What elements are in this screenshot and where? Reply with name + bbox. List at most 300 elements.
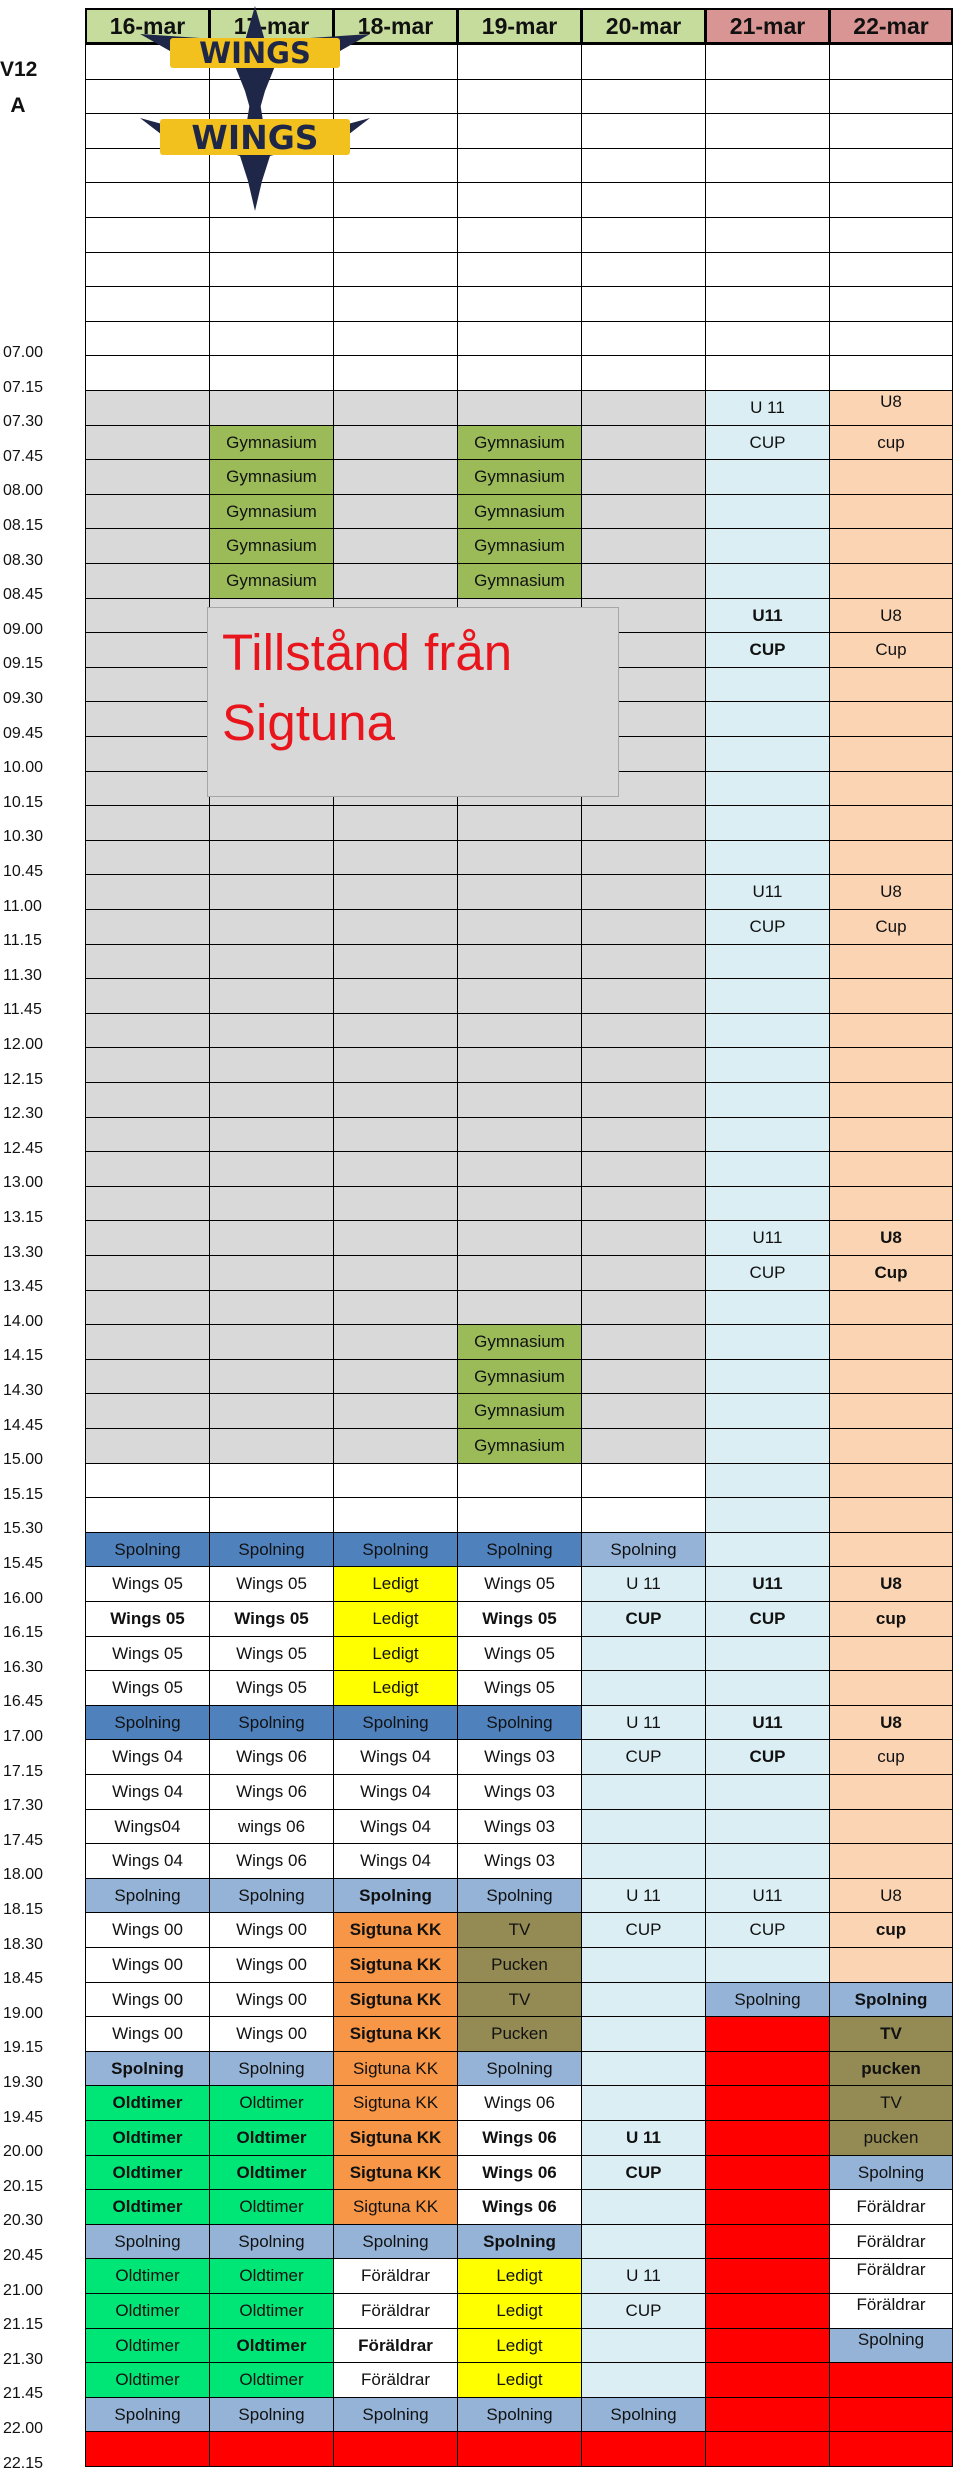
time-label: 17.30 xyxy=(3,1797,44,1815)
schedule-cell-empty xyxy=(333,2431,458,2467)
schedule-cell: Wings 04 xyxy=(333,1739,458,1775)
schedule-cell: TV xyxy=(829,2085,953,2121)
schedule-cell: Spolning xyxy=(457,2224,582,2259)
schedule-cell: Wings 00 xyxy=(85,2016,210,2052)
schedule-cell-empty xyxy=(829,1636,953,1671)
schedule-cell-empty xyxy=(705,563,830,599)
schedule-cell: Sigtuna KK xyxy=(333,1982,458,2017)
schedule-cell: Gymnasium xyxy=(457,1359,582,1394)
schedule-cell-empty xyxy=(85,598,210,633)
schedule-cell-empty xyxy=(581,252,706,287)
schedule-cell-empty xyxy=(581,390,706,426)
schedule-cell-empty xyxy=(829,252,953,287)
schedule-cell: Wings 00 xyxy=(85,1912,210,1948)
schedule-cell: U11 xyxy=(705,1220,830,1256)
schedule-cell: Ledigt xyxy=(457,2258,582,2294)
schedule-cell: Spolning xyxy=(457,1532,582,1567)
schedule-cell-empty xyxy=(581,2328,706,2363)
schedule-cell-empty xyxy=(705,1947,830,1983)
schedule-cell-empty xyxy=(829,701,953,737)
schedule-cell: U 11 xyxy=(705,390,830,426)
schedule-cell-empty xyxy=(581,944,706,979)
schedule-cell-empty xyxy=(705,840,830,875)
schedule-cell-empty xyxy=(581,1670,706,1706)
schedule-cell-empty xyxy=(581,840,706,875)
time-label: 21.15 xyxy=(3,2316,44,2334)
wings-logo xyxy=(140,6,370,216)
schedule-cell-empty xyxy=(705,1809,830,1844)
schedule-cell-empty xyxy=(85,321,210,356)
schedule-cell: U8 xyxy=(829,390,953,426)
schedule-cell-empty xyxy=(333,1047,458,1083)
schedule-cell: Wings 06 xyxy=(209,1774,334,1810)
schedule-cell: U8 xyxy=(829,1566,953,1602)
schedule-cell: Wings 06 xyxy=(457,2085,582,2121)
schedule-cell: Wings 04 xyxy=(85,1739,210,1775)
schedule-cell-empty xyxy=(85,909,210,945)
schedule-cell: Sigtuna KK xyxy=(333,2016,458,2052)
schedule-cell: U8 xyxy=(829,598,953,633)
schedule-cell-empty xyxy=(209,1463,334,1498)
schedule-cell: Spolning xyxy=(581,2397,706,2432)
schedule-cell-empty xyxy=(85,805,210,841)
schedule-cell: pucken xyxy=(829,2120,953,2156)
schedule-cell: Wings 03 xyxy=(457,1774,582,1810)
schedule-cell-empty xyxy=(333,321,458,356)
time-label: 15.30 xyxy=(3,1520,44,1538)
schedule-cell-empty xyxy=(85,1255,210,1291)
time-label: 22.00 xyxy=(3,2419,44,2437)
schedule-cell: Wings 06 xyxy=(457,2155,582,2190)
schedule-cell: CUP xyxy=(581,1739,706,1775)
schedule-cell: Spolning xyxy=(581,1532,706,1567)
schedule-cell-empty xyxy=(85,1497,210,1533)
schedule-cell: U8 xyxy=(829,874,953,910)
schedule-cell: CUP xyxy=(705,425,830,460)
schedule-cell-empty xyxy=(581,2431,706,2467)
schedule-cell-empty xyxy=(829,2431,953,2467)
schedule-cell: Gymnasium xyxy=(457,528,582,564)
schedule-cell: CUP xyxy=(705,1912,830,1948)
schedule-cell-empty xyxy=(209,286,334,322)
schedule-cell-empty xyxy=(705,2155,830,2190)
schedule-cell-empty xyxy=(581,1809,706,1844)
schedule-cell: Spolning xyxy=(457,2051,582,2086)
time-label: 13.00 xyxy=(3,1174,44,1192)
schedule-cell-empty xyxy=(829,840,953,875)
schedule-cell-empty xyxy=(581,1947,706,1983)
time-label: 21.45 xyxy=(3,2385,44,2403)
schedule-cell-empty xyxy=(581,1636,706,1671)
schedule-cell-empty xyxy=(581,44,706,80)
schedule-cell: Oldtimer xyxy=(209,2155,334,2190)
day-header: 19-mar xyxy=(457,8,582,44)
schedule-cell: CUP xyxy=(581,1912,706,1948)
time-label: 08.45 xyxy=(3,586,44,604)
schedule-cell-empty xyxy=(829,1393,953,1429)
schedule-cell: Wings 04 xyxy=(85,1774,210,1810)
schedule-cell-empty xyxy=(209,1013,334,1048)
schedule-cell-empty xyxy=(85,736,210,772)
schedule-cell-empty xyxy=(333,1255,458,1291)
time-label: 07.15 xyxy=(3,378,44,396)
schedule-cell: Wings 03 xyxy=(457,1809,582,1844)
schedule-cell: Oldtimer xyxy=(209,2258,334,2294)
schedule-cell: U8 xyxy=(829,1705,953,1740)
schedule-cell-empty xyxy=(829,1497,953,1533)
schedule-cell-empty xyxy=(457,1220,582,1256)
schedule-cell-empty xyxy=(581,459,706,495)
schedule-cell: CUP xyxy=(705,1739,830,1775)
schedule-cell-empty xyxy=(333,390,458,426)
time-label: 15.45 xyxy=(3,1554,44,1572)
week-label: V12 A xyxy=(0,58,38,117)
schedule-cell-empty xyxy=(705,1532,830,1567)
schedule-cell-empty xyxy=(705,2051,830,2086)
schedule-cell-empty xyxy=(829,79,953,114)
schedule-cell: Spolning xyxy=(333,2397,458,2432)
time-label: 18.45 xyxy=(3,1970,44,1988)
time-label: 10.30 xyxy=(3,828,44,846)
schedule-cell: Spolning xyxy=(333,1878,458,1913)
notice-text: Tillstånd från Sigtuna xyxy=(222,624,513,751)
schedule-cell: Spolning xyxy=(457,2397,582,2432)
schedule-cell: Gymnasium xyxy=(457,1393,582,1429)
schedule-cell-empty xyxy=(581,1463,706,1498)
schedule-cell: Föräldrar xyxy=(333,2293,458,2329)
schedule-cell-empty xyxy=(581,217,706,253)
schedule-cell-empty xyxy=(333,252,458,287)
schedule-cell-empty xyxy=(457,944,582,979)
schedule-cell-empty xyxy=(333,1290,458,1325)
schedule-cell: Spolning xyxy=(85,2051,210,2086)
schedule-cell-empty xyxy=(457,286,582,322)
schedule-cell-empty xyxy=(457,840,582,875)
schedule-cell: Gymnasium xyxy=(209,528,334,564)
schedule-cell-empty xyxy=(85,771,210,806)
schedule-cell: Oldtimer xyxy=(209,2293,334,2329)
schedule-cell: TV xyxy=(457,1912,582,1948)
schedule-cell-empty xyxy=(705,1463,830,1498)
schedule-cell: Spolning xyxy=(85,1878,210,1913)
schedule-cell-empty xyxy=(829,1843,953,1879)
schedule-cell-empty xyxy=(333,909,458,945)
schedule-cell-empty xyxy=(829,1809,953,1844)
time-label: 13.45 xyxy=(3,1278,44,1296)
schedule-cell-empty xyxy=(85,390,210,426)
schedule-cell: Wings 05 xyxy=(209,1566,334,1602)
schedule-cell: cup xyxy=(829,1912,953,1948)
schedule-cell: Spolning xyxy=(457,1705,582,1740)
schedule-cell-empty xyxy=(85,252,210,287)
schedule-cell-empty xyxy=(705,286,830,322)
schedule-cell-empty xyxy=(85,1290,210,1325)
schedule-cell: Wings 06 xyxy=(209,1843,334,1879)
schedule-cell-empty xyxy=(85,1359,210,1394)
schedule-cell: Spolning xyxy=(85,2397,210,2432)
schedule-cell-empty xyxy=(829,667,953,702)
schedule-cell: Spolning xyxy=(209,1532,334,1567)
schedule-cell-empty xyxy=(705,1013,830,1048)
schedule-cell: Gymnasium xyxy=(209,494,334,529)
notice-box xyxy=(207,607,619,797)
schedule-cell: Föräldrar xyxy=(333,2328,458,2363)
schedule-cell-empty xyxy=(85,1186,210,1221)
schedule-cell-empty xyxy=(705,701,830,737)
schedule-cell-empty xyxy=(85,1013,210,1048)
schedule-cell: Sigtuna KK xyxy=(333,1912,458,1948)
schedule-cell-empty xyxy=(581,1082,706,1118)
schedule-cell-empty xyxy=(85,286,210,322)
day-header: 22-mar xyxy=(829,8,953,44)
schedule-cell-empty xyxy=(581,978,706,1014)
schedule-cell: TV xyxy=(829,2016,953,2052)
schedule-cell: U11 xyxy=(705,1705,830,1740)
schedule-cell-empty xyxy=(829,494,953,529)
schedule-cell: Wings 05 xyxy=(457,1636,582,1671)
schedule-cell-empty xyxy=(581,1220,706,1256)
schedule-cell: Gymnasium xyxy=(209,459,334,495)
schedule-cell-empty xyxy=(209,2431,334,2467)
time-label: 16.15 xyxy=(3,1624,44,1642)
time-label: 13.15 xyxy=(3,1208,44,1226)
schedule-cell-empty xyxy=(829,944,953,979)
schedule-cell-empty xyxy=(333,978,458,1014)
schedule-cell-empty xyxy=(581,874,706,910)
schedule-cell-empty xyxy=(581,1497,706,1533)
time-label: 12.45 xyxy=(3,1139,44,1157)
time-label: 17.45 xyxy=(3,1831,44,1849)
schedule-cell-empty xyxy=(829,182,953,218)
schedule-cell-empty xyxy=(705,2085,830,2121)
schedule-cell: U11 xyxy=(705,598,830,633)
day-header: 18-mar xyxy=(333,8,458,44)
schedule-cell: Wings 05 xyxy=(85,1566,210,1602)
schedule-cell: Spolning xyxy=(209,1705,334,1740)
time-label: 15.00 xyxy=(3,1451,44,1469)
schedule-cell-empty xyxy=(209,1151,334,1187)
schedule-cell-empty xyxy=(581,182,706,218)
schedule-cell-empty xyxy=(85,494,210,529)
schedule-cell-empty xyxy=(705,1497,830,1533)
schedule-cell-empty xyxy=(85,1117,210,1152)
schedule-cell: Sigtuna KK xyxy=(333,2120,458,2156)
schedule-cell-empty xyxy=(705,1843,830,1879)
schedule-cell: CUP xyxy=(705,632,830,668)
schedule-cell-empty xyxy=(457,1047,582,1083)
schedule-cell: Oldtimer xyxy=(85,2120,210,2156)
schedule-cell-empty xyxy=(457,217,582,253)
schedule-cell-empty xyxy=(85,701,210,737)
schedule-cell: Spolning xyxy=(829,2328,953,2363)
schedule-cell-empty xyxy=(829,1532,953,1567)
schedule-cell-empty xyxy=(457,1186,582,1221)
logo-text-bottom: WINGS xyxy=(191,118,319,157)
schedule-cell-empty xyxy=(85,944,210,979)
schedule-cell-empty xyxy=(705,459,830,495)
time-label: 20.30 xyxy=(3,2212,44,2230)
schedule-cell-empty xyxy=(209,321,334,356)
schedule-cell: Ledigt xyxy=(333,1636,458,1671)
schedule-cell: Spolning xyxy=(333,1705,458,1740)
schedule-cell-empty xyxy=(209,909,334,945)
schedule-cell-empty xyxy=(581,79,706,114)
schedule-cell-empty xyxy=(705,321,830,356)
schedule-cell: Spolning xyxy=(85,2224,210,2259)
schedule-cell-empty xyxy=(333,425,458,460)
schedule-cell: Wings 04 xyxy=(333,1809,458,1844)
schedule-cell-empty xyxy=(333,1428,458,1464)
schedule-cell-empty xyxy=(829,805,953,841)
schedule-cell: Wings 05 xyxy=(457,1566,582,1602)
time-label: 09.30 xyxy=(3,689,44,707)
schedule-cell-empty xyxy=(581,1117,706,1152)
schedule-cell-empty xyxy=(333,840,458,875)
schedule-cell-empty xyxy=(209,1497,334,1533)
schedule-cell-empty xyxy=(705,1428,830,1464)
schedule-cell: Wings 04 xyxy=(333,1774,458,1810)
schedule-cell: Sigtuna KK xyxy=(333,2155,458,2190)
time-label: 20.15 xyxy=(3,2177,44,2195)
time-label: 14.15 xyxy=(3,1347,44,1365)
schedule-cell-empty xyxy=(85,1082,210,1118)
schedule-cell: U11 xyxy=(705,1566,830,1602)
schedule-cell-empty xyxy=(85,1428,210,1464)
schedule-cell-empty xyxy=(705,252,830,287)
schedule-cell-empty xyxy=(333,1497,458,1533)
schedule-cell-empty xyxy=(581,425,706,460)
schedule-cell-empty xyxy=(209,1117,334,1152)
schedule-cell: Oldtimer xyxy=(85,2155,210,2190)
schedule-cell: CUP xyxy=(581,2155,706,2190)
schedule-cell: CUP xyxy=(705,1255,830,1291)
time-label: 18.30 xyxy=(3,1935,44,1953)
schedule-cell-empty xyxy=(457,79,582,114)
schedule-cell-empty xyxy=(457,390,582,426)
schedule-cell-empty xyxy=(457,1151,582,1187)
schedule-cell-empty xyxy=(581,1186,706,1221)
schedule-cell-empty xyxy=(209,1359,334,1394)
schedule-cell: CUP xyxy=(705,909,830,945)
schedule-cell-empty xyxy=(581,1324,706,1360)
schedule-cell-empty xyxy=(705,1186,830,1221)
schedule-cell-empty xyxy=(581,1359,706,1394)
time-label: 16.00 xyxy=(3,1589,44,1607)
schedule-cell-empty xyxy=(829,1047,953,1083)
schedule-cell-empty xyxy=(333,528,458,564)
schedule-cell-empty xyxy=(705,2016,830,2052)
schedule-cell-empty xyxy=(457,978,582,1014)
time-label: 09.00 xyxy=(3,620,44,638)
schedule-cell: Oldtimer xyxy=(209,2120,334,2156)
schedule-cell-empty xyxy=(333,286,458,322)
time-label: 18.15 xyxy=(3,1900,44,1918)
time-label: 20.45 xyxy=(3,2246,44,2264)
schedule-cell: Gymnasium xyxy=(209,563,334,599)
schedule-cell-empty xyxy=(581,909,706,945)
schedule-cell-empty xyxy=(829,2397,953,2432)
schedule-cell-empty xyxy=(85,528,210,564)
time-label: 11.00 xyxy=(3,897,42,915)
schedule-cell-empty xyxy=(581,494,706,529)
schedule-cell: U 11 xyxy=(581,1878,706,1913)
day-header: 21-mar xyxy=(705,8,830,44)
schedule-cell: Gymnasium xyxy=(457,1428,582,1464)
schedule-cell-empty xyxy=(829,1947,953,1983)
schedule-cell-empty xyxy=(581,1774,706,1810)
schedule-cell-empty xyxy=(333,1220,458,1256)
schedule-cell: U 11 xyxy=(581,2258,706,2294)
schedule-cell-empty xyxy=(581,528,706,564)
schedule-cell: Spolning xyxy=(457,1878,582,1913)
schedule-cell: Oldtimer xyxy=(209,2362,334,2398)
schedule-cell: Gymnasium xyxy=(457,459,582,495)
schedule-cell-empty xyxy=(581,1843,706,1879)
schedule-cell-empty xyxy=(581,2224,706,2259)
schedule-cell-empty xyxy=(829,1151,953,1187)
time-label: 14.30 xyxy=(3,1381,44,1399)
schedule-cell: Föräldrar xyxy=(829,2258,953,2294)
time-label: 12.00 xyxy=(3,1035,44,1053)
schedule-cell: Wings 03 xyxy=(457,1843,582,1879)
schedule-cell: Spolning xyxy=(209,1878,334,1913)
schedule-cell-empty xyxy=(209,1047,334,1083)
schedule-cell-empty xyxy=(209,1324,334,1360)
time-label: 10.45 xyxy=(3,862,44,880)
schedule-cell-empty xyxy=(829,1670,953,1706)
schedule-cell-empty xyxy=(85,425,210,460)
schedule-cell: Wings 03 xyxy=(457,1739,582,1775)
schedule-cell: CUP xyxy=(581,2293,706,2329)
schedule-cell-empty xyxy=(457,321,582,356)
schedule-cell-empty xyxy=(705,1290,830,1325)
schedule-cell-empty xyxy=(85,1151,210,1187)
schedule-cell: Oldtimer xyxy=(209,2328,334,2363)
schedule-cell: Oldtimer xyxy=(85,2328,210,2363)
schedule-cell-empty xyxy=(457,355,582,391)
schedule-cell-empty xyxy=(705,667,830,702)
schedule-cell-empty xyxy=(829,1290,953,1325)
schedule-cell-empty xyxy=(581,2085,706,2121)
schedule-cell-empty xyxy=(705,2189,830,2225)
schedule-cell: Spolning xyxy=(705,1982,830,2017)
schedule-cell-empty xyxy=(457,874,582,910)
schedule-cell-empty xyxy=(705,528,830,564)
schedule-cell-empty xyxy=(581,321,706,356)
schedule-cell-empty xyxy=(581,1982,706,2017)
schedule-cell: Ledigt xyxy=(333,1601,458,1637)
time-label: 16.30 xyxy=(3,1658,44,1676)
schedule-cell-empty xyxy=(457,1013,582,1048)
schedule-cell-empty xyxy=(85,632,210,668)
schedule-cell-empty xyxy=(581,1428,706,1464)
schedule-cell-empty xyxy=(333,874,458,910)
time-label: 07.00 xyxy=(3,343,44,361)
schedule-cell-empty xyxy=(581,148,706,183)
schedule-cell-empty xyxy=(85,1047,210,1083)
schedule-cell-empty xyxy=(705,1117,830,1152)
schedule-cell-empty xyxy=(457,1255,582,1291)
schedule-cell: Wings 00 xyxy=(209,1912,334,1948)
schedule-cell-empty xyxy=(829,1117,953,1152)
time-label: 08.15 xyxy=(3,516,44,534)
schedule-cell-empty xyxy=(457,2431,582,2467)
schedule-cell-empty xyxy=(581,2051,706,2086)
schedule-cell-empty xyxy=(333,1013,458,1048)
schedule-cell-empty xyxy=(581,1393,706,1429)
schedule-cell: Gymnasium xyxy=(209,425,334,460)
schedule-cell-empty xyxy=(829,44,953,80)
